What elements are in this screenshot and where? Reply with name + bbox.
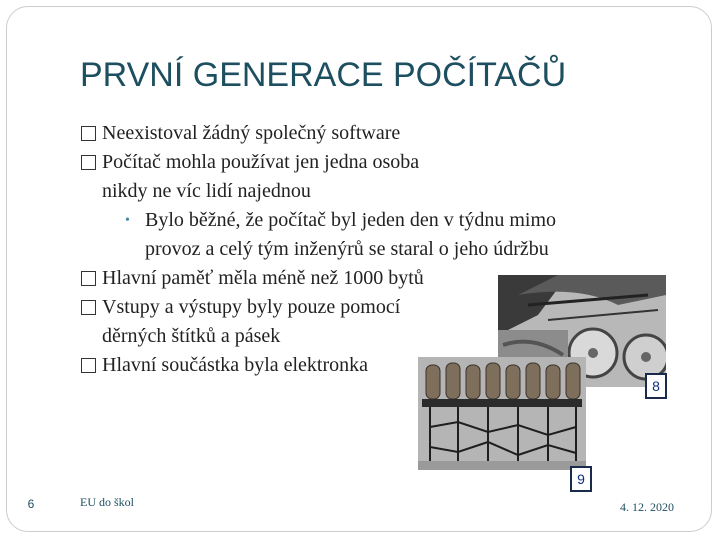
sub-bullet-item [80, 206, 680, 235]
bullet-text: Počítač mohla používat jen jedna osoba [102, 151, 420, 173]
footer-text: EU do škol [80, 495, 134, 509]
bullet-text: Vstupy a výstupy byly pouze pomocí [102, 296, 401, 318]
bullet-text: Hlavní součástka byla elektronka [102, 354, 369, 376]
image-label-badge: 8 [645, 373, 667, 399]
vacuum-tubes-illustration [418, 357, 586, 470]
footer-date: 4. 12. 2020 [620, 500, 674, 514]
sub-bullet-text: Bylo běžné, že počítač byl jeden den v týdnu mimo [145, 209, 556, 231]
checkbox-bullet-icon [81, 155, 96, 170]
checkbox-bullet-icon [81, 300, 96, 315]
slide-number: 6 [27, 497, 35, 511]
bullet-text: Neexistoval žádný společný software [102, 122, 401, 144]
sub-bullet-continuation: provoz a celý tým inženýrů se staral o jeho údržbu [145, 238, 549, 260]
slide-title: PRVNÍ GENERACE POČÍTAČŮ [80, 56, 567, 94]
bullet-continuation: děrných štítků a pásek [102, 325, 281, 347]
vacuum-tubes-photo [418, 357, 586, 470]
bullet-item [80, 119, 680, 148]
checkbox-bullet-icon [81, 271, 96, 286]
dot-bullet-icon: • [125, 213, 130, 228]
image-label-badge: 9 [570, 466, 592, 492]
bullet-item [80, 148, 680, 177]
bullet-continuation: nikdy ne víc lidí najednou [102, 180, 311, 202]
checkbox-bullet-icon [81, 126, 96, 141]
bullet-text: Hlavní paměť měla méně než 1000 bytů [102, 267, 424, 289]
checkbox-bullet-icon [81, 358, 96, 373]
